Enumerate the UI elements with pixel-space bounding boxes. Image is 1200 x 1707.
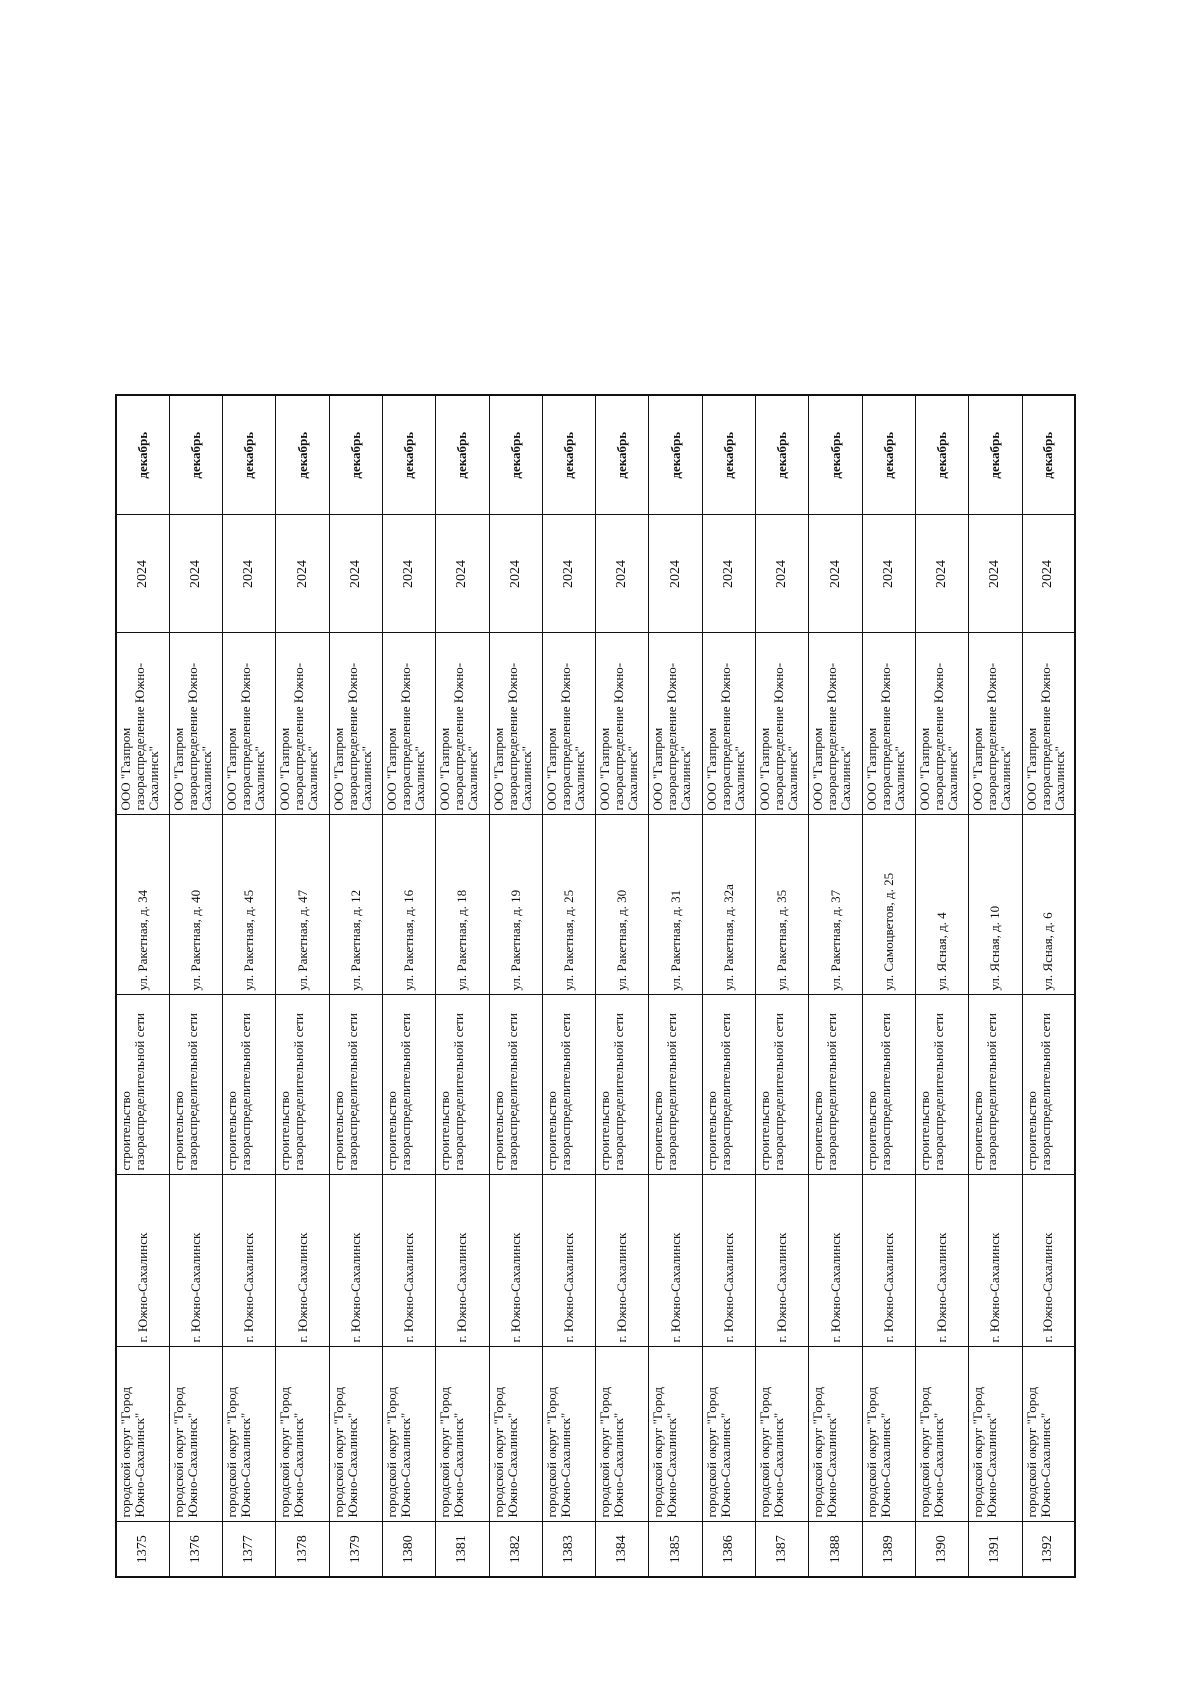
table-row	[276, 395, 329, 1577]
row-number-cell: 1379	[329, 1522, 382, 1577]
row-number-cell: 1392	[1022, 1522, 1075, 1577]
organization-cell: ООО "Газпром газораспределение Южно-Сахалинск"	[542, 633, 595, 815]
organization-cell: ООО "Газпром газораспределение Южно-Сахалинск"	[169, 633, 222, 815]
row-number-cell: 1382	[489, 1522, 542, 1577]
address-cell: ул. Ракетная, д. 47	[276, 815, 329, 995]
work-type-cell: строительство газораспределительной сети	[756, 995, 809, 1175]
row-number-cell: 1389	[862, 1522, 915, 1577]
year-cell: 2024	[542, 515, 595, 633]
row-number-cell: 1380	[382, 1522, 435, 1577]
settlement-cell: г. Южно-Сахалинск	[969, 1175, 1022, 1347]
municipal-district-cell: городской округ "Город Южно-Сахалинск"	[223, 1347, 276, 1522]
settlement-cell: г. Южно-Сахалинск	[169, 1175, 222, 1347]
settlement-cell: г. Южно-Сахалинск	[1022, 1175, 1075, 1347]
work-type-cell: строительство газораспределительной сети	[329, 995, 382, 1175]
year-cell: 2024	[223, 515, 276, 633]
work-type-cell: строительство газораспределительной сети	[116, 995, 169, 1175]
work-type-cell: строительство газораспределительной сети	[223, 995, 276, 1175]
address-cell: ул. Ракетная, д. 34	[116, 815, 169, 995]
rotated-page-content	[115, 396, 1075, 1578]
table-row	[169, 395, 222, 1577]
settlement-cell: г. Южно-Сахалинск	[436, 1175, 489, 1347]
organization-cell: ООО "Газпром газораспределение Южно-Сахалинск"	[969, 633, 1022, 815]
work-type-cell: строительство газораспределительной сети	[169, 995, 222, 1175]
month-cell: декабрь	[169, 395, 222, 515]
organization-cell: ООО "Газпром газораспределение Южно-Сахалинск"	[1022, 633, 1075, 815]
month-cell: декабрь	[809, 395, 862, 515]
month-cell: декабрь	[969, 395, 1022, 515]
municipal-district-cell: городской округ "Город Южно-Сахалинск"	[489, 1347, 542, 1522]
work-type-cell: строительство газораспределительной сети	[809, 995, 862, 1175]
work-type-cell: строительство газораспределительной сети	[862, 995, 915, 1175]
organization-cell: ООО "Газпром газораспределение Южно-Сахалинск"	[702, 633, 755, 815]
table-row	[1022, 395, 1075, 1577]
address-cell: ул. Ракетная, д. 37	[809, 815, 862, 995]
row-number-cell: 1375	[116, 1522, 169, 1577]
year-cell: 2024	[862, 515, 915, 633]
month-cell: декабрь	[862, 395, 915, 515]
month-cell: декабрь	[649, 395, 702, 515]
address-cell: ул. Ракетная, д. 19	[489, 815, 542, 995]
table-body	[116, 395, 1075, 1577]
month-cell: декабрь	[329, 395, 382, 515]
municipal-district-cell: городской округ "Город Южно-Сахалинск"	[382, 1347, 435, 1522]
work-type-cell: строительство газораспределительной сети	[382, 995, 435, 1175]
work-type-cell: строительство газораспределительной сети	[436, 995, 489, 1175]
address-cell: ул. Самоцветов, д. 25	[862, 815, 915, 995]
month-cell: декабрь	[489, 395, 542, 515]
organization-cell: ООО "Газпром газораспределение Южно-Сахалинск"	[223, 633, 276, 815]
organization-cell: ООО "Газпром газораспределение Южно-Сахалинск"	[489, 633, 542, 815]
year-cell: 2024	[1022, 515, 1075, 633]
municipal-district-cell: городской округ "Город Южно-Сахалинск"	[649, 1347, 702, 1522]
address-cell: ул. Ракетная, д. 35	[756, 815, 809, 995]
settlement-cell: г. Южно-Сахалинск	[915, 1175, 968, 1347]
settlement-cell: г. Южно-Сахалинск	[649, 1175, 702, 1347]
municipal-district-cell: городской округ "Город Южно-Сахалинск"	[969, 1347, 1022, 1522]
work-type-cell: строительство газораспределительной сети	[649, 995, 702, 1175]
table-row	[756, 395, 809, 1577]
month-cell: декабрь	[436, 395, 489, 515]
table-row	[382, 395, 435, 1577]
year-cell: 2024	[116, 515, 169, 633]
settlement-cell: г. Южно-Сахалинск	[329, 1175, 382, 1347]
table-row	[915, 395, 968, 1577]
address-cell: ул. Ясная, д. 6	[1022, 815, 1075, 995]
organization-cell: ООО "Газпром газораспределение Южно-Сахалинск"	[809, 633, 862, 815]
address-cell: ул. Ракетная, д. 32а	[702, 815, 755, 995]
municipal-district-cell: городской округ "Город Южно-Сахалинск"	[702, 1347, 755, 1522]
gasification-schedule-table	[115, 394, 1076, 1578]
settlement-cell: г. Южно-Сахалинск	[276, 1175, 329, 1347]
row-number-cell: 1388	[809, 1522, 862, 1577]
row-number-cell: 1378	[276, 1522, 329, 1577]
organization-cell: ООО "Газпром газораспределение Южно-Сахалинск"	[756, 633, 809, 815]
year-cell: 2024	[169, 515, 222, 633]
settlement-cell: г. Южно-Сахалинск	[116, 1175, 169, 1347]
municipal-district-cell: городской округ "Город Южно-Сахалинск"	[436, 1347, 489, 1522]
organization-cell: ООО "Газпром газораспределение Южно-Сахалинск"	[436, 633, 489, 815]
year-cell: 2024	[329, 515, 382, 633]
settlement-cell: г. Южно-Сахалинск	[862, 1175, 915, 1347]
month-cell: декабрь	[116, 395, 169, 515]
table-row	[489, 395, 542, 1577]
table-row	[702, 395, 755, 1577]
address-cell: ул. Ракетная, д. 45	[223, 815, 276, 995]
address-cell: ул. Ясная, д. 10	[969, 815, 1022, 995]
month-cell: декабрь	[276, 395, 329, 515]
settlement-cell: г. Южно-Сахалинск	[223, 1175, 276, 1347]
row-number-cell: 1391	[969, 1522, 1022, 1577]
work-type-cell: строительство газораспределительной сети	[702, 995, 755, 1175]
table-row	[596, 395, 649, 1577]
month-cell: декабрь	[756, 395, 809, 515]
address-cell: ул. Ясная, д. 4	[915, 815, 968, 995]
row-number-cell: 1383	[542, 1522, 595, 1577]
organization-cell: ООО "Газпром газораспределение Южно-Сахалинск"	[276, 633, 329, 815]
settlement-cell: г. Южно-Сахалинск	[702, 1175, 755, 1347]
municipal-district-cell: городской округ "Город Южно-Сахалинск"	[542, 1347, 595, 1522]
organization-cell: ООО "Газпром газораспределение Южно-Сахалинск"	[329, 633, 382, 815]
municipal-district-cell: городской округ "Город Южно-Сахалинск"	[1022, 1347, 1075, 1522]
settlement-cell: г. Южно-Сахалинск	[382, 1175, 435, 1347]
municipal-district-cell: городской округ "Город Южно-Сахалинск"	[329, 1347, 382, 1522]
work-type-cell: строительство газораспределительной сети	[489, 995, 542, 1175]
settlement-cell: г. Южно-Сахалинск	[809, 1175, 862, 1347]
organization-cell: ООО "Газпром газораспределение Южно-Сахалинск"	[382, 633, 435, 815]
year-cell: 2024	[702, 515, 755, 633]
address-cell: ул. Ракетная, д. 25	[542, 815, 595, 995]
month-cell: декабрь	[1022, 395, 1075, 515]
table-row	[329, 395, 382, 1577]
year-cell: 2024	[436, 515, 489, 633]
month-cell: декабрь	[596, 395, 649, 515]
month-cell: декабрь	[915, 395, 968, 515]
municipal-district-cell: городской округ "Город Южно-Сахалинск"	[862, 1347, 915, 1522]
row-number-cell: 1377	[223, 1522, 276, 1577]
year-cell: 2024	[649, 515, 702, 633]
work-type-cell: строительство газораспределительной сети	[542, 995, 595, 1175]
address-cell: ул. Ракетная, д. 31	[649, 815, 702, 995]
month-cell: декабрь	[702, 395, 755, 515]
organization-cell: ООО "Газпром газораспределение Южно-Сахалинск"	[915, 633, 968, 815]
table-row	[436, 395, 489, 1577]
row-number-cell: 1381	[436, 1522, 489, 1577]
municipal-district-cell: городской округ "Город Южно-Сахалинск"	[169, 1347, 222, 1522]
address-cell: ул. Ракетная, д. 18	[436, 815, 489, 995]
table-row	[542, 395, 595, 1577]
organization-cell: ООО "Газпром газораспределение Южно-Сахалинск"	[116, 633, 169, 815]
work-type-cell: строительство газораспределительной сети	[915, 995, 968, 1175]
year-cell: 2024	[809, 515, 862, 633]
municipal-district-cell: городской округ "Город Южно-Сахалинск"	[915, 1347, 968, 1522]
organization-cell: ООО "Газпром газораспределение Южно-Сахалинск"	[862, 633, 915, 815]
table-row	[862, 395, 915, 1577]
row-number-cell: 1387	[756, 1522, 809, 1577]
year-cell: 2024	[969, 515, 1022, 633]
month-cell: декабрь	[223, 395, 276, 515]
year-cell: 2024	[915, 515, 968, 633]
month-cell: декабрь	[542, 395, 595, 515]
settlement-cell: г. Южно-Сахалинск	[596, 1175, 649, 1347]
municipal-district-cell: городской округ "Город Южно-Сахалинск"	[809, 1347, 862, 1522]
year-cell: 2024	[596, 515, 649, 633]
row-number-cell: 1390	[915, 1522, 968, 1577]
municipal-district-cell: городской округ "Город Южно-Сахалинск"	[116, 1347, 169, 1522]
row-number-cell: 1386	[702, 1522, 755, 1577]
work-type-cell: строительство газораспределительной сети	[1022, 995, 1075, 1175]
organization-cell: ООО "Газпром газораспределение Южно-Сахалинск"	[649, 633, 702, 815]
work-type-cell: строительство газораспределительной сети	[596, 995, 649, 1175]
row-number-cell: 1384	[596, 1522, 649, 1577]
table-row	[223, 395, 276, 1577]
settlement-cell: г. Южно-Сахалинск	[756, 1175, 809, 1347]
year-cell: 2024	[489, 515, 542, 633]
municipal-district-cell: городской округ "Город Южно-Сахалинск"	[596, 1347, 649, 1522]
month-cell: декабрь	[382, 395, 435, 515]
address-cell: ул. Ракетная, д. 16	[382, 815, 435, 995]
municipal-district-cell: городской округ "Город Южно-Сахалинск"	[276, 1347, 329, 1522]
work-type-cell: строительство газораспределительной сети	[969, 995, 1022, 1175]
row-number-cell: 1376	[169, 1522, 222, 1577]
table-row	[969, 395, 1022, 1577]
year-cell: 2024	[756, 515, 809, 633]
settlement-cell: г. Южно-Сахалинск	[489, 1175, 542, 1347]
table-row	[809, 395, 862, 1577]
address-cell: ул. Ракетная, д. 12	[329, 815, 382, 995]
row-number-cell: 1385	[649, 1522, 702, 1577]
year-cell: 2024	[276, 515, 329, 633]
year-cell: 2024	[382, 515, 435, 633]
table-row	[116, 395, 169, 1577]
municipal-district-cell: городской округ "Город Южно-Сахалинск"	[756, 1347, 809, 1522]
address-cell: ул. Ракетная, д. 40	[169, 815, 222, 995]
table-row	[649, 395, 702, 1577]
settlement-cell: г. Южно-Сахалинск	[542, 1175, 595, 1347]
address-cell: ул. Ракетная, д. 30	[596, 815, 649, 995]
work-type-cell: строительство газораспределительной сети	[276, 995, 329, 1175]
organization-cell: ООО "Газпром газораспределение Южно-Сахалинск"	[596, 633, 649, 815]
